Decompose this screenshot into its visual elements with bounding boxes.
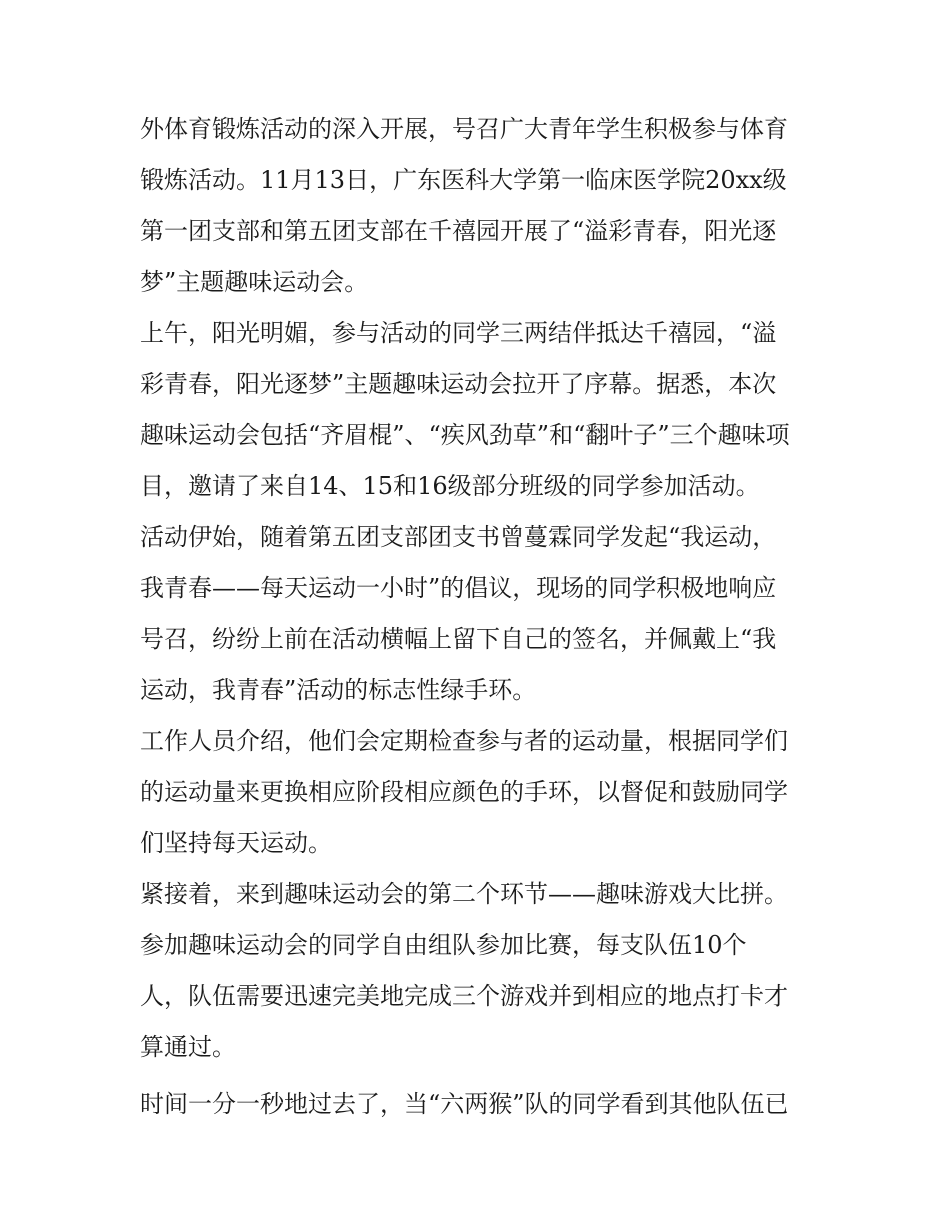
text-line: 目，邀请了来自14、15和16级部分班级的同学参加活动。 — [140, 472, 760, 500]
text-line: 时间一分一秒地过去了，当“六两猴”队的同学看到其他队伍已 — [140, 1090, 789, 1118]
paragraph-3 — [140, 512, 812, 716]
text-line: 号召，纷纷上前在活动横幅上留下自己的签名，并佩戴上“我 — [140, 625, 777, 653]
text-line: 彩青春，阳光逐梦”主题趣味运动会拉开了序幕。据悉，本次 — [140, 370, 777, 398]
text-line: 参加趣味运动会的同学自由组队参加比赛，每支队伍10个 — [140, 931, 747, 959]
paragraph-5 — [140, 869, 812, 1073]
text-line: 紧接着，来到趣味运动会的第二个环节——趣味游戏大比拼。 — [140, 880, 788, 908]
text-line: 运动，我青春”活动的标志性绿手环。 — [140, 676, 537, 704]
document-body — [140, 104, 812, 1130]
text-line: 梦”主题趣味运动会。 — [140, 268, 369, 296]
text-line: 上午，阳光明媚，参与活动的同学三两结伴抵达千禧园，“溢 — [140, 319, 777, 347]
text-line: 的运动量来更换相应阶段相应颜色的手环，以督促和鼓励同学 — [140, 778, 788, 806]
text-line: 第一团支部和第五团支部在千禧园开展了“溢彩青春，阳光逐 — [140, 217, 777, 245]
text-line: 们坚持每天运动。 — [140, 829, 332, 857]
paragraph-4 — [140, 716, 812, 869]
text-line: 外体育锻炼活动的深入开展，号召广大青年学生积极参与体育 — [140, 115, 788, 143]
paragraph-6 — [140, 1079, 812, 1130]
text-line: 人，队伍需要迅速完美地完成三个游戏并到相应的地点打卡才 — [140, 982, 788, 1010]
text-line: 我青春——每天运动一小时”的倡议，现场的同学积极地响应 — [140, 574, 777, 602]
text-line: 工作人员介绍，他们会定期检查参与者的运动量，根据同学们 — [140, 727, 788, 755]
paragraph-2 — [140, 308, 812, 512]
paragraph-1 — [140, 104, 812, 308]
text-line: 活动伊始，随着第五团支部团支书曾蔓霖同学发起“我运动， — [140, 523, 777, 551]
text-line: 趣味运动会包括“齐眉棍”、“疾风劲草”和“翻叶子”三个趣味项 — [140, 421, 790, 449]
text-line: 锻炼活动。11月13日，广东医科大学第一临床医学院20xx级 — [140, 166, 787, 194]
text-line: 算通过。 — [140, 1033, 236, 1061]
